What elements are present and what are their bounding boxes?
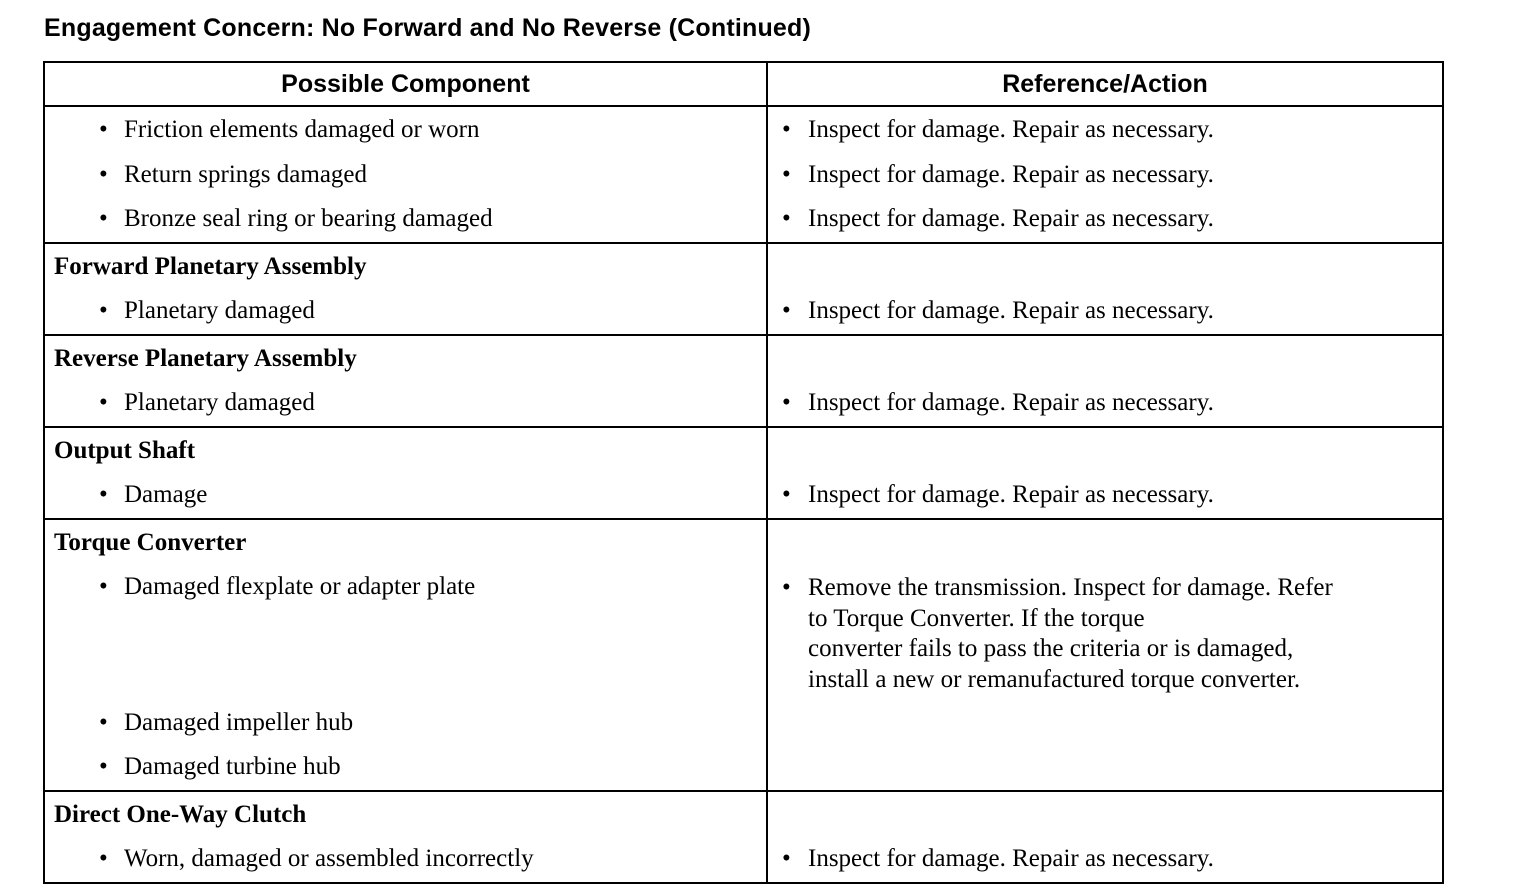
bullet-icon: • xyxy=(99,573,108,600)
bullet-icon: • xyxy=(782,481,791,508)
action-item: • Inspect for damage. Repair as necessary. xyxy=(768,837,1442,882)
bullet-icon: • xyxy=(782,389,791,416)
bullet-icon: • xyxy=(99,753,108,780)
component-cell xyxy=(44,427,767,519)
action-cell xyxy=(767,519,1443,791)
page-title: Engagement Concern: No Forward and No Reverse (Continued) xyxy=(44,14,812,42)
component-item: • Friction elements damaged or worn xyxy=(45,108,766,153)
bullet-icon: • xyxy=(99,845,108,872)
component-item: • Damaged impeller hub xyxy=(45,701,766,746)
component-item: • Planetary damaged xyxy=(45,381,766,426)
component-item: • Bronze seal ring or bearing damaged xyxy=(45,197,766,242)
table-row xyxy=(44,243,1443,335)
table-row xyxy=(44,335,1443,427)
component-item: • Damage xyxy=(45,473,766,518)
table-row xyxy=(44,106,1443,243)
table-row xyxy=(44,791,1443,883)
component-item: • Planetary damaged xyxy=(45,289,766,334)
component-cell xyxy=(44,335,767,427)
action-cell xyxy=(767,106,1443,243)
bullet-icon: • xyxy=(782,574,791,601)
bullet-icon: • xyxy=(782,116,791,143)
group-title: Reverse Planetary Assembly xyxy=(54,344,357,372)
component-item: • Worn, damaged or assembled incorrectly xyxy=(45,837,766,882)
action-item: • Inspect for damage. Repair as necessary. xyxy=(768,381,1442,426)
group-title: Direct One-Way Clutch xyxy=(54,800,307,828)
component-cell xyxy=(44,791,767,883)
action-item: • Inspect for damage. Repair as necessary. xyxy=(768,289,1442,334)
column-header-component: Possible Component xyxy=(44,62,767,106)
action-cell xyxy=(767,335,1443,427)
action-item: • Inspect for damage. Repair as necessary. xyxy=(768,153,1442,198)
action-item: • Inspect for damage. Repair as necessary. xyxy=(768,473,1442,518)
bullet-icon: • xyxy=(99,708,108,736)
component-item: • Damaged flexplate or adapter plate xyxy=(45,565,766,610)
action-item: • Inspect for damage. Repair as necessary. xyxy=(768,197,1442,242)
table-row xyxy=(44,427,1443,519)
group-title: Output Shaft xyxy=(54,436,196,464)
action-cell xyxy=(767,427,1443,519)
bullet-icon: • xyxy=(99,205,108,232)
action-cell xyxy=(767,791,1443,883)
table-row xyxy=(44,519,1443,791)
component-item: • Return springs damaged xyxy=(45,153,766,198)
bullet-icon: • xyxy=(782,297,791,324)
bullet-icon: • xyxy=(99,297,108,324)
action-item: • Remove the transmission. Inspect for damage. Refer to Torque Converter. If the torque converter fails to pass the criteria or is damaged, install a new or remanufactured torque converter. xyxy=(782,574,1333,693)
group-title: Forward Planetary Assembly xyxy=(54,252,367,280)
table-header-row xyxy=(44,62,1443,106)
component-cell xyxy=(44,243,767,335)
bullet-icon: • xyxy=(782,845,791,872)
bullet-icon: • xyxy=(99,389,108,416)
column-header-action: Reference/Action xyxy=(767,62,1443,106)
component-cell xyxy=(44,519,767,791)
diagnostic-table xyxy=(43,61,1444,884)
bullet-icon: • xyxy=(99,160,108,188)
bullet-icon: • xyxy=(99,116,108,143)
bullet-icon: • xyxy=(782,160,791,188)
action-cell xyxy=(767,243,1443,335)
component-item: • Damaged turbine hub xyxy=(45,745,766,790)
group-title: Torque Converter xyxy=(54,528,247,556)
action-item: • Inspect for damage. Repair as necessary. xyxy=(768,108,1442,153)
component-cell xyxy=(44,106,767,243)
bullet-icon: • xyxy=(782,205,791,232)
bullet-icon: • xyxy=(99,481,108,508)
